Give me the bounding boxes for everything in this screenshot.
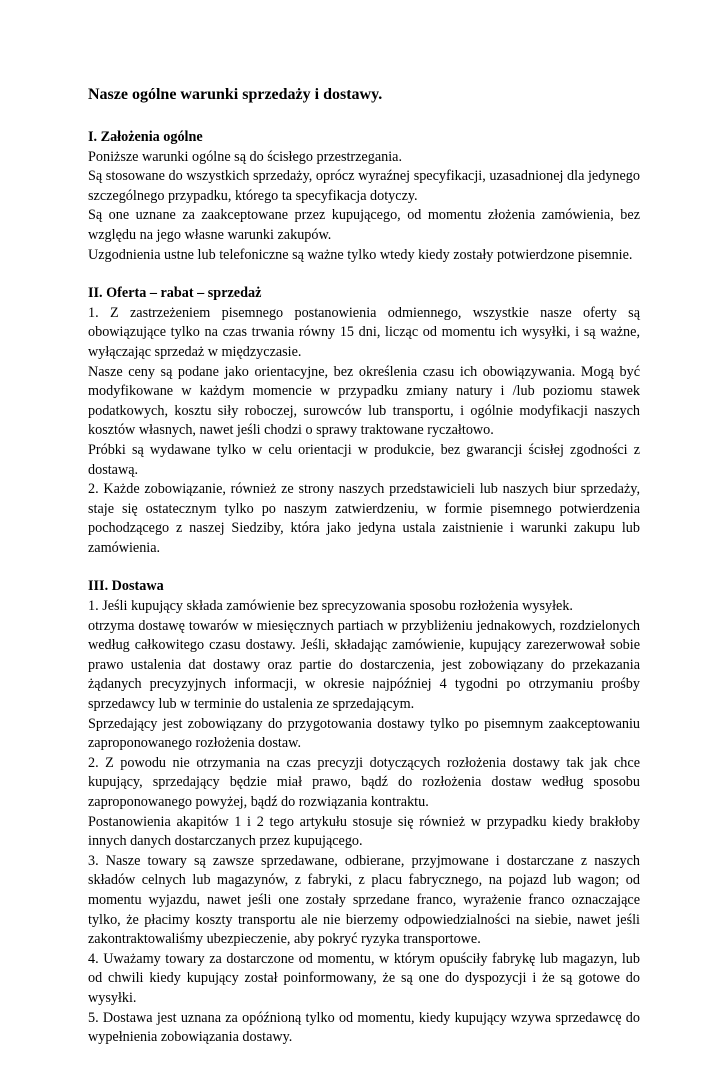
section-heading: I. Założenia ogólne [88,129,203,145]
paragraph: Są one uznane za zaakceptowane przez kupującego, od momentu złożenia zamówienia, bez względu na jego własne warunki zakupów. [88,207,640,243]
section-offer-discount-sale [88,284,640,558]
section-general-assumptions [88,128,640,265]
paragraph: 4. Uważamy towary za dostarczone od momentu, w którym opuściły fabrykę lub magazyn, lub od chwili kiedy kupujący został poinformowany, że są one do dyspozycji i że są gotowe do wysyłki. [88,950,640,1006]
paragraph: 1. Jeśli kupujący składa zamówienie bez sprecyzowania sposobu rozłożenia wysyłek. [88,598,573,615]
paragraph: Uzgodnienia ustne lub telefoniczne są ważne tylko wtedy kiedy zostały potwierdzone pisemnie. [88,246,633,263]
document-page [88,84,640,1067]
paragraph: 1. Z zastrzeżeniem pisemnego postanowienia odmiennego, wszystkie nasze oferty są obowiązujące tylko na czas trwania równy 15 dni, licząc od momentu ich wysyłki, i są ważne, wyłączając sprzedaż w międzyczasie. [88,304,640,360]
paragraph: 3. Nasze towary są zawsze sprzedawane, odbierane, przyjmowane i dostarczane z naszych składów celnych lub magazynów, z fabryki, z placu fabrycznego, na pojazd lub wagon; od momentu wyjazdu, nawet jeśli one zostały sprzedane franco, wyrażenie franco oznaczające tylko, że płacimy koszty transportu ale nie bierzemy odpowiedzialności na siebie, nawet jeśli zakontraktowaliśmy ubezpieczenie, aby pokryć ryzyka transportowe. [88,852,640,948]
paragraph: Nasze ceny są podane jako orientacyjne, bez określenia czasu ich obowiązywania. Mogą być modyfikowane w każdym momencie w przypadku zmiany natury i /lub poziomu stawek podatkowych, kosztu siły roboczej, surowców lub transportu, i ogólnie modyfikacji naszych kosztów własnych, nawet jeśli chodzi o sprawy traktowane ryczałtowo. [88,363,640,439]
paragraph: otrzyma dostawę towarów w miesięcznych partiach w przybliżeniu jednakowych, rozdzielonych według całkowitego czasu dostawy. Jeśli, składając zamówienie, kupujący zarezerwował sobie prawo ustalenia dat dostawy oraz partie do dostarczenia, jest zobowiązany do przekazania żądanych precyzyjnych informacji, w okresie najpóźniej 4 tygodni po otrzymaniu prośby sprzedawcy lub w terminie do ustalenia ze sprzedającym. [88,617,640,713]
paragraph: Postanowienia akapitów 1 i 2 tego artykułu stosuje się również w przypadku kiedy brakłoby innych danych dostarczanych przez kupującego. [88,813,640,850]
paragraph: Są stosowane do wszystkich sprzedaży, oprócz wyraźnej specyfikacji, uzasadnionej dla jedynego szczególnego przypadku, którego ta specyfikacja dotyczy. [88,168,640,204]
paragraph: Sprzedający jest zobowiązany do przygotowania dostawy tylko po pisemnym zaakceptowaniu zaproponowanego rozłożenia dostaw. [88,715,640,752]
section-delivery [88,577,640,1047]
section-heading: III. Dostawa [88,578,164,595]
paragraph: 2. Każde zobowiązanie, również ze strony naszych przedstawicieli lub naszych biur sprzedaży, staje się ostatecznym tylko po naszym zatwierdzeniu, w formie pisemnego potwierdzenia pochodzącego z naszej Siedziby, która jako jedyna ustala zaistnienie i warunki zakupu lub zamówienia. [88,481,640,556]
paragraph: 2. Z powodu nie otrzymania na czas precyzji dotyczących rozłożenia dostawy tak jak chce kupujący, sprzedający będzie miał prawo, bądź do rozłożenia dostaw według sposobu zaproponowanego powyżej, bądź do rozwiązania kontraktu. [88,754,640,810]
paragraph: Próbki są wydawane tylko w celu orientacji w produkcie, bez gwarancji ścisłej zgodności z dostawą. [88,441,640,478]
paragraph: 5. Dostawa jest uznana za opóźnioną tylko od momentu, kiedy kupujący wzywa sprzedawcę do wypełnienia zobowiązania dostawy. [88,1009,640,1046]
paragraph: Poniższe warunki ogólne są do ścisłego przestrzegania. [88,148,402,165]
section-heading: II. Oferta – rabat – sprzedaż [88,285,262,302]
document-title: Nasze ogólne warunki sprzedaży i dostawy. [88,86,383,103]
